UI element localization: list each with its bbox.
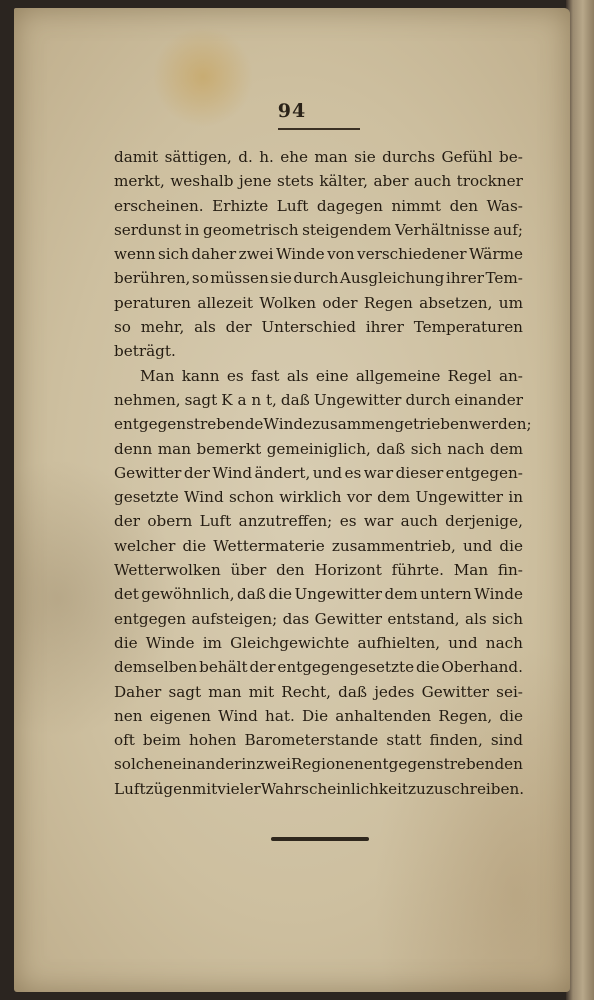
word: obern — [147, 512, 193, 531]
word: war — [363, 512, 394, 531]
word: der — [114, 512, 140, 531]
text-line — [114, 534, 523, 558]
word: eine — [315, 366, 349, 385]
word: Temperaturen — [413, 318, 523, 337]
word: und — [448, 633, 478, 652]
text-line — [114, 266, 523, 290]
word: einander — [454, 390, 523, 409]
word: d. — [238, 148, 253, 166]
word: Oberhand. — [441, 658, 523, 677]
word: werden; — [468, 415, 532, 434]
text-line — [114, 412, 532, 436]
word: der — [225, 318, 252, 337]
word: ihrer — [445, 269, 485, 288]
word: sei- — [496, 682, 523, 701]
word: Man — [453, 561, 489, 580]
word: Wind — [212, 463, 253, 482]
adjacent-page-edge — [566, 0, 594, 1000]
word: wirklich — [279, 488, 342, 507]
word: die — [499, 536, 523, 555]
word: die — [114, 633, 138, 652]
word: der — [249, 658, 276, 677]
word: aufhielten, — [357, 633, 441, 652]
text-line — [114, 704, 523, 728]
word: so — [191, 269, 209, 288]
word: welcher — [114, 536, 176, 555]
word: h. — [259, 148, 274, 166]
word: auch — [400, 512, 438, 531]
word: fin- — [497, 561, 523, 580]
word: aber — [373, 172, 409, 191]
word: kälter, — [319, 172, 368, 191]
word: solchen — [114, 755, 173, 774]
word: daß — [376, 439, 406, 458]
word: und — [462, 536, 493, 555]
text-line — [114, 315, 523, 339]
word: nimmt — [391, 196, 442, 215]
word: Winde — [474, 585, 523, 604]
word: Winde — [145, 633, 195, 652]
word: sagt — [184, 390, 218, 409]
word: Ausgleichung — [339, 269, 445, 288]
word: Die — [302, 706, 329, 725]
word: auf; — [493, 220, 523, 239]
word: daher — [191, 245, 237, 264]
word: nehmen, — [114, 390, 181, 409]
word: erscheinen. — [114, 196, 204, 215]
word: über — [230, 561, 267, 580]
word: dem — [489, 439, 523, 458]
word: mit — [191, 779, 218, 798]
word: daß — [237, 585, 266, 604]
word: von — [327, 245, 355, 264]
word: det — [114, 585, 139, 604]
text-line — [114, 607, 523, 631]
word: finden, — [429, 731, 483, 750]
word: zusammentrieb, — [331, 536, 456, 555]
word: Recht, — [281, 682, 331, 701]
word: oft — [114, 731, 135, 750]
word: merkt, — [114, 172, 165, 191]
word: Luft — [199, 512, 232, 531]
word: durchs — [382, 148, 436, 166]
word: statt — [386, 731, 422, 750]
word: stets — [277, 172, 314, 191]
word: ändert, — [254, 463, 311, 482]
word: Gefühl — [441, 148, 493, 166]
word: peraturen — [114, 293, 191, 312]
word: K a n t, — [221, 390, 277, 409]
word: als — [286, 366, 309, 385]
word: daß — [280, 390, 310, 409]
text-line — [114, 169, 523, 193]
word: oder — [322, 293, 358, 312]
word: sind — [490, 731, 523, 750]
word: dem — [384, 585, 418, 604]
text-line — [114, 364, 523, 388]
word: Wind — [218, 706, 258, 725]
word: trockner — [456, 172, 523, 191]
word: entgegenstrebenden — [363, 755, 523, 774]
text-line — [114, 728, 523, 752]
word: vor — [346, 488, 372, 507]
word: die — [268, 585, 292, 604]
word: im — [202, 633, 222, 652]
word: und — [312, 463, 343, 482]
word: weshalb — [170, 172, 234, 191]
word: einander — [172, 755, 242, 774]
word: an- — [498, 366, 523, 385]
word: entgegenstrebende — [114, 415, 264, 434]
word: Man — [140, 366, 175, 385]
word: zwei — [256, 755, 291, 774]
text-line — [114, 194, 523, 218]
word: Regionen — [290, 755, 364, 774]
word: sagt — [168, 682, 202, 701]
text-line — [114, 558, 523, 582]
word: Barometerstande — [244, 731, 379, 750]
text-line — [114, 291, 523, 315]
word: Regen, — [438, 706, 493, 725]
word: nach — [485, 633, 523, 652]
word: war — [363, 463, 394, 482]
text-line — [114, 631, 523, 655]
word: Was- — [486, 196, 523, 215]
word: durch — [405, 390, 451, 409]
page-number-rule — [278, 128, 360, 130]
word: gemeiniglich, — [266, 439, 371, 458]
word: ihrer — [365, 318, 404, 337]
text-line — [114, 752, 523, 776]
word: getrieben — [394, 415, 469, 434]
word: serdunst — [114, 220, 182, 239]
word: den — [449, 196, 479, 215]
word: den — [276, 561, 305, 580]
word: schon — [228, 488, 274, 507]
text-line — [114, 655, 523, 679]
word: durch — [293, 269, 339, 288]
word: nen — [114, 706, 143, 725]
word: in — [241, 755, 257, 774]
word: Wind — [183, 488, 224, 507]
word: Gewitter — [114, 463, 182, 482]
text-line — [114, 582, 523, 606]
word: mehr, — [140, 318, 185, 337]
word: die — [499, 706, 523, 725]
word: entgegen- — [445, 463, 523, 482]
word: Luftzügen — [114, 779, 192, 798]
word: anhaltenden — [335, 706, 432, 725]
word: es — [344, 463, 362, 482]
word: sich — [158, 245, 189, 264]
word: zwei — [238, 245, 274, 264]
word: die — [415, 658, 440, 677]
word: allezeit — [197, 293, 254, 312]
word: beträgt. — [114, 342, 176, 361]
word: gesetzte — [114, 488, 179, 507]
word: gewöhnlich, — [141, 585, 235, 604]
word: sie — [270, 269, 292, 288]
word: entgegen — [114, 609, 187, 628]
word: Luft — [276, 196, 309, 215]
word: Horizont — [314, 561, 382, 580]
word: demselben — [114, 658, 198, 677]
word: in — [184, 220, 200, 239]
word: Regen — [363, 293, 413, 312]
word: dieser — [395, 463, 444, 482]
word: ehe — [280, 148, 308, 166]
page-number: 94 — [277, 100, 307, 122]
word: die — [182, 536, 207, 555]
word: es — [339, 512, 357, 531]
word: beim — [142, 731, 181, 750]
text-line — [114, 437, 523, 461]
word: sie — [354, 148, 376, 166]
word: zusammen — [312, 415, 395, 434]
word: be- — [499, 148, 523, 166]
word: bemerkt — [196, 439, 262, 458]
word: müssen — [210, 269, 269, 288]
word: hat. — [265, 706, 295, 725]
text-line — [114, 461, 523, 485]
word: anzutreffen; — [238, 512, 333, 531]
word: entstand, — [387, 609, 460, 628]
word: um — [498, 293, 523, 312]
word: das — [282, 609, 310, 628]
word: geometrisch — [202, 220, 299, 239]
text-line — [114, 777, 523, 801]
word: in — [508, 488, 523, 507]
text-line — [114, 218, 523, 242]
word: daß — [338, 682, 368, 701]
word: Winde — [275, 245, 325, 264]
book-page — [14, 8, 570, 992]
word: eigenen — [149, 706, 211, 725]
word: sättigen, — [164, 148, 232, 166]
word: absetzen, — [419, 293, 493, 312]
word: Wolken — [259, 293, 316, 312]
word: steigendem — [302, 220, 392, 239]
word: Regel — [447, 366, 492, 385]
word: jedes — [374, 682, 415, 701]
word: Gewitter — [421, 682, 489, 701]
word: fast — [250, 366, 280, 385]
word: denn — [114, 439, 153, 458]
word: der — [183, 463, 210, 482]
word: nach — [447, 439, 485, 458]
word: man — [208, 682, 242, 701]
word: sich — [410, 439, 442, 458]
word: man — [314, 148, 348, 166]
word: Wärme — [468, 245, 523, 264]
text-line — [114, 680, 523, 704]
word: kann — [181, 366, 220, 385]
text-line — [114, 339, 523, 363]
word: Ungewitter — [313, 390, 402, 409]
word: Ungewitter — [415, 488, 504, 507]
word: wenn — [114, 245, 156, 264]
word: es — [226, 366, 244, 385]
word: hohen — [188, 731, 237, 750]
word: Verhältnisse — [394, 220, 490, 239]
word: dem — [377, 488, 411, 507]
text-line — [114, 485, 523, 509]
word: verschiedener — [357, 245, 467, 264]
word: Unterschied — [261, 318, 356, 337]
word: Gleichgewichte — [230, 633, 350, 652]
word: jene — [239, 172, 272, 191]
word: Wahrscheinlichkeit — [260, 779, 409, 798]
word: vieler — [217, 779, 261, 798]
word: man — [157, 439, 192, 458]
word: Tem- — [485, 269, 523, 288]
word: als — [464, 609, 487, 628]
word: Erhizte — [212, 196, 269, 215]
text-line — [114, 145, 523, 169]
word: führte. — [391, 561, 444, 580]
word: entgegengesetzte — [277, 658, 415, 677]
word: berühren, — [114, 269, 191, 288]
body-text — [114, 145, 532, 801]
word: sich — [492, 609, 523, 628]
end-ornament-rule — [271, 837, 369, 841]
word: Daher — [114, 682, 162, 701]
word: dagegen — [316, 196, 383, 215]
word: damit — [114, 148, 159, 166]
word: allgemeine — [355, 366, 441, 385]
word: als — [194, 318, 216, 337]
word: so — [114, 318, 131, 337]
word: Ungewitter — [294, 585, 383, 604]
word: Winde — [263, 415, 313, 434]
text-line — [114, 509, 523, 533]
word: behält — [199, 658, 248, 677]
text-line — [114, 242, 523, 266]
word: Wetterwolken — [114, 561, 221, 580]
word: derjenige, — [445, 512, 523, 531]
word: Wettermaterie — [213, 536, 325, 555]
word: aufsteigen; — [191, 609, 278, 628]
word: mit — [248, 682, 275, 701]
text-line — [114, 388, 523, 412]
word: Gewitter — [314, 609, 383, 628]
word: zuzuschreiben. — [408, 779, 525, 798]
word: auch — [414, 172, 452, 191]
word: untern — [420, 585, 472, 604]
